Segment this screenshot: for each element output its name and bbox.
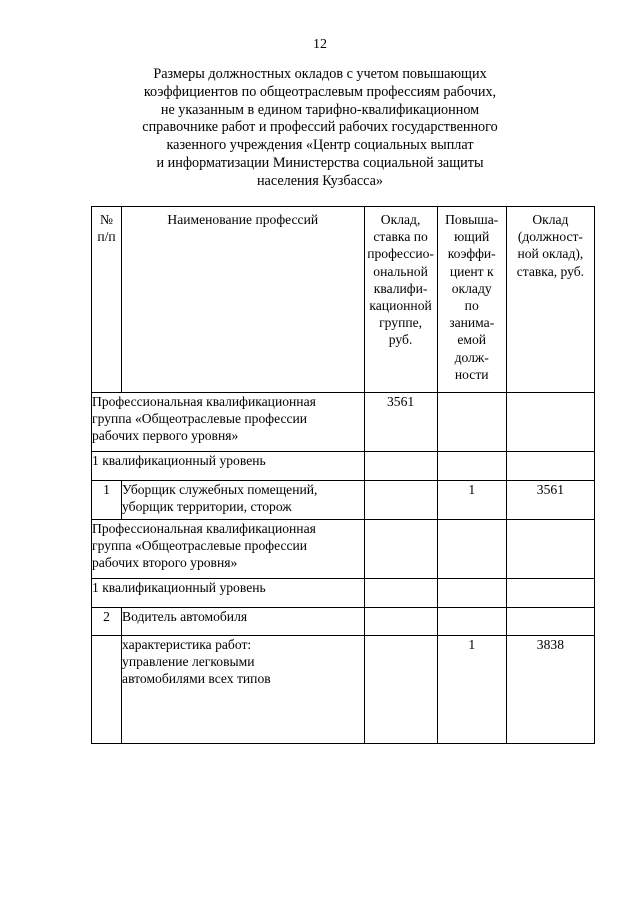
header-num: № п/п — [92, 207, 122, 393]
item-2-characteristics: характеристика работ: управление легковыми автомобилями всех типов — [122, 636, 364, 744]
empty-cell — [364, 608, 437, 636]
empty-cell — [364, 452, 437, 481]
empty-cell — [506, 579, 594, 608]
empty-cell — [364, 481, 437, 520]
title-line: казенного учреждения «Центр социальных выплат — [166, 137, 474, 154]
table-row-level — [92, 452, 595, 481]
item-1-final-salary: 3561 — [506, 481, 594, 520]
group-1-name: Профессиональная квалификационная группа «Общеотраслевые профессии рабочих первого уровня» — [92, 393, 365, 452]
item-2-coefficient: 1 — [437, 636, 506, 744]
item-1-coefficient: 1 — [437, 481, 506, 520]
table-row-level — [92, 579, 595, 608]
document-title — [100, 66, 540, 191]
table-row-group-1 — [92, 393, 595, 452]
empty-cell — [506, 608, 594, 636]
empty-cell — [506, 452, 594, 481]
header-name: Наименование профессий — [122, 207, 364, 393]
header-final-salary: Оклад (должност- ной оклад), ставка, руб. — [506, 207, 594, 393]
table-row — [92, 608, 595, 636]
title-line: Размеры должностных окладов с учетом повышающих — [153, 66, 487, 82]
empty-cell — [506, 520, 594, 579]
table-row — [92, 636, 595, 744]
group-1-level: 1 квалификационный уровень — [92, 452, 365, 481]
header-salary: Оклад, ставка по профессио- ональной квалифи- кационной группе, руб. — [364, 207, 437, 393]
page-number: 12 — [313, 37, 327, 52]
empty-cell — [437, 452, 506, 481]
title-line: справочнике работ и профессий рабочих государственного — [142, 119, 498, 136]
empty-cell — [506, 393, 594, 452]
table-row — [92, 481, 595, 520]
empty-cell — [437, 393, 506, 452]
empty-cell — [364, 636, 437, 744]
item-2-number: 2 — [92, 608, 122, 636]
table-row-group-2 — [92, 520, 595, 579]
title-line: населения Кузбасса» — [256, 172, 384, 189]
item-1-number: 1 — [92, 481, 122, 520]
group-1-salary: 3561 — [364, 393, 437, 452]
group-2-name: Профессиональная квалификационная группа «Общеотраслевые профессии рабочих второго уровня» — [92, 520, 365, 579]
salary-table — [91, 206, 595, 744]
empty-cell — [437, 608, 506, 636]
item-2-final-salary: 3838 — [506, 636, 594, 744]
empty-cell — [437, 520, 506, 579]
empty-cell — [364, 520, 437, 579]
header-coefficient: Повыша- ющий коэффи- циент к окладу по занима- емой долж- ности — [437, 207, 506, 393]
empty-cell — [437, 579, 506, 608]
item-1-name: Уборщик служебных помещений, уборщик территории, сторож — [122, 481, 364, 520]
title-line: коэффициентов по общеотраслевым профессиям рабочих, — [143, 83, 497, 100]
empty-cell — [92, 636, 122, 744]
title-line: и информатизации Министерства социальной защиты — [156, 154, 484, 171]
group-2-level: 1 квалификационный уровень — [92, 579, 365, 608]
table-header-row — [92, 207, 595, 393]
title-line: не указанным в едином тарифно-квалификационном — [160, 101, 480, 118]
item-2-name: Водитель автомобиля — [122, 608, 364, 636]
empty-cell — [364, 579, 437, 608]
